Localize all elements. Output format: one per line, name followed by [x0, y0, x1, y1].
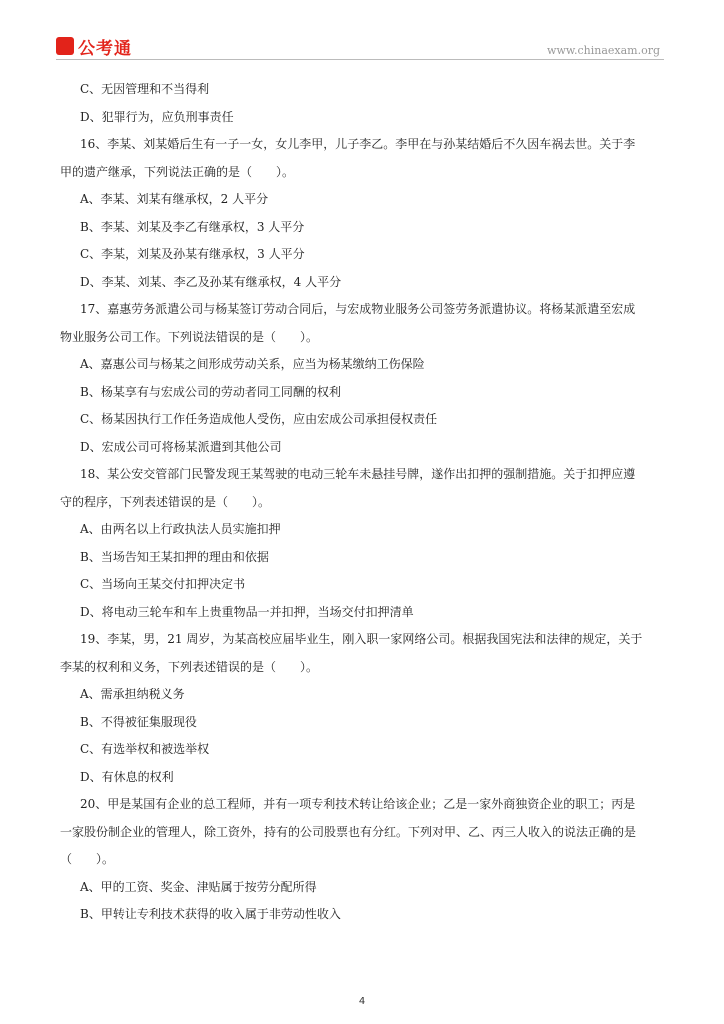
answer-option: B、甲转让专利技术获得的收入属于非劳动性收入: [80, 907, 341, 921]
answer-option: B、李某、刘某及李乙有继承权，3 人平分: [80, 219, 305, 234]
logo-text: 公考通: [78, 38, 132, 59]
answer-option: D、将电动三轮车和车上贵重物品一并扣押，当场交付扣押清单: [80, 604, 414, 619]
answer-option: C、杨某因执行工作任务造成他人受伤，应由宏成公司承担侵权责任: [80, 412, 438, 426]
answer-option: A、需承担纳税义务: [80, 687, 185, 701]
answer-option: B、当场告知王某扣押的理由和依据: [80, 549, 269, 564]
site-url: www.chinaexam.org: [547, 44, 660, 57]
logo-badge-icon: [56, 37, 74, 55]
answer-option: B、杨某享有与宏成公司的劳动者同工同酬的权利: [80, 384, 341, 399]
question-text-continuation: 一家股份制企业的管理人，除工资外，持有的公司股票也有分红。下列对甲、乙、丙三人收入的说法正确的是: [60, 824, 637, 839]
logo: [56, 34, 132, 58]
question-text-continuation: （ ）。: [60, 852, 115, 866]
answer-option: C、无因管理和不当得利: [80, 82, 210, 96]
answer-option: D、李某、刘某、李乙及孙某有继承权，4 人平分: [80, 274, 342, 289]
answer-option: B、不得被征集服现役: [80, 714, 197, 729]
answer-option: A、李某、刘某有继承权，2 人平分: [80, 192, 269, 206]
question-text: 20、甲是某国有企业的总工程师，并有一项专利技术转让给该企业；乙是一家外商独资企业的职工；丙是: [80, 797, 636, 811]
question-text: 16、李某、刘某婚后生有一子一女，女儿李甲，儿子李乙。李甲在与孙某结婚后不久因车祸去世。关于李: [80, 137, 636, 151]
question-text-continuation: 物业服务公司工作。下列说法错误的是（ ）。: [60, 329, 319, 344]
page-number: 4: [358, 996, 366, 1007]
document-body: [60, 76, 664, 929]
question-text-continuation: 李某的权利和义务，下列表述错误的是（ ）。: [60, 659, 319, 674]
answer-option: A、甲的工资、奖金、津贴属于按劳分配所得: [80, 879, 317, 894]
page-header: [56, 34, 664, 62]
answer-option: A、由两名以上行政执法人员实施扣押: [80, 522, 281, 536]
answer-option: C、李某，刘某及孙某有继承权，3 人平分: [80, 247, 305, 261]
answer-option: D、犯罪行为，应负刑事责任: [80, 109, 234, 124]
answer-option: D、有休息的权利: [80, 769, 174, 784]
question-text: 18、某公安交管部门民警发现王某驾驶的电动三轮车未悬挂号牌，遂作出扣押的强制措施。关于扣押应遵: [80, 467, 636, 481]
answer-option: C、有选举权和被选举权: [80, 742, 210, 756]
question-text: 17、嘉惠劳务派遣公司与杨某签订劳动合同后，与宏成物业服务公司签劳务派遣协议。将杨某派遣至宏成: [80, 302, 636, 316]
answer-option: D、宏成公司可将杨某派遣到其他公司: [80, 439, 282, 454]
question-text: 19、李某，男，21 周岁，为某高校应届毕业生，刚入职一家网络公司。根据我国宪法和法律的规定，关于: [80, 632, 643, 646]
question-text-continuation: 甲的遗产继承，下列说法正确的是（ ）。: [60, 164, 295, 179]
question-text-continuation: 守的程序，下列表述错误的是（ ）。: [60, 494, 271, 509]
header-divider: [56, 59, 664, 60]
answer-option: C、当场向王某交付扣押决定书: [80, 577, 246, 591]
answer-option: A、嘉惠公司与杨某之间形成劳动关系，应当为杨某缴纳工伤保险: [80, 357, 425, 371]
